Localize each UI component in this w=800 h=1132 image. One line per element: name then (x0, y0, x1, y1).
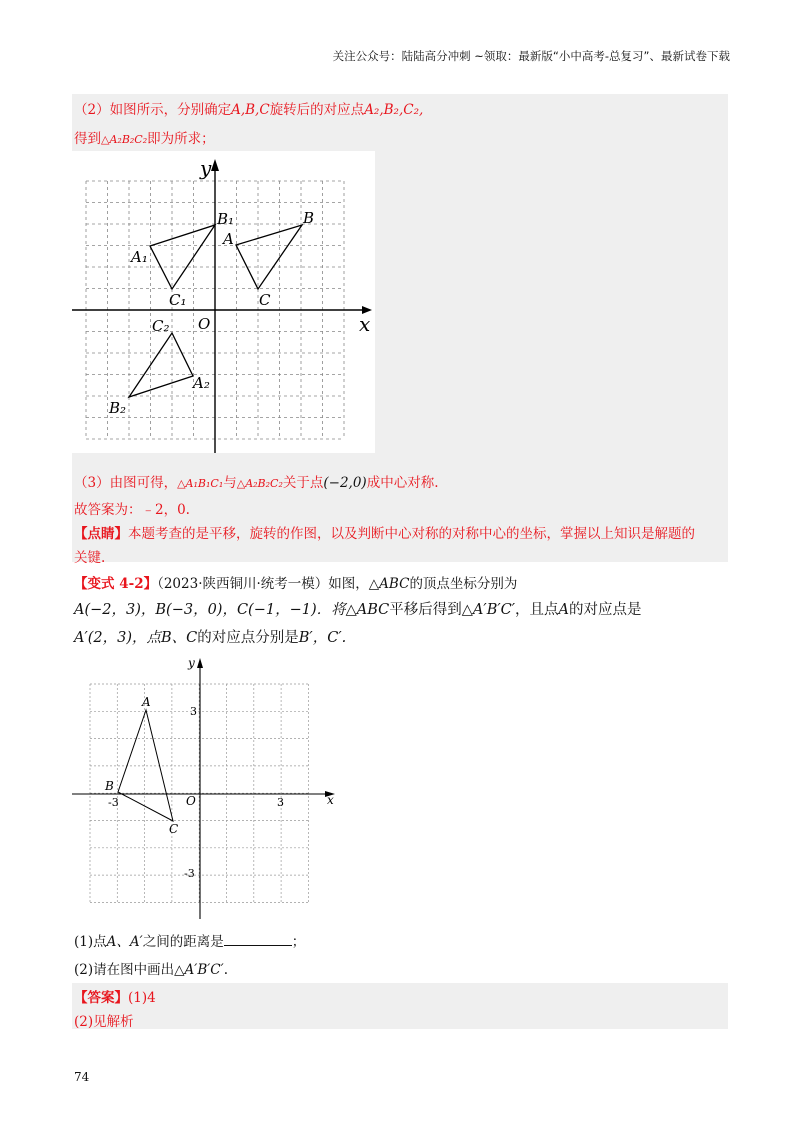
answer-background (72, 983, 728, 1029)
label-A: A (223, 230, 234, 248)
label-C1: C₁ (169, 291, 187, 309)
tick-x-pos: 3 (277, 796, 284, 809)
variant-line3: A′(2，3)，点B、C的对应点分别是B′，C′. (74, 630, 347, 646)
part2-line2: 得到△A₂B₂C₂即为所求； (74, 131, 215, 147)
x-axis-label: x (359, 312, 371, 336)
variant-line2: A(−2，3)，B(−3，0)，C(−1，−1)．将△ABC平移后得到△A′B′C′，且点A的对应点是 (74, 602, 642, 618)
comment-line1: 【点睛】本题考查的是平移，旋转的作图，以及判断中心对称的对称中心的坐标，掌握以上知识是解题的 (74, 526, 695, 542)
grid (90, 684, 308, 902)
question-1: (1)点A、A′之间的距离是 ； (74, 934, 306, 950)
x-axis-label: x (327, 793, 334, 807)
label-B2: B₂ (109, 399, 127, 417)
page-number: 74 (74, 1070, 90, 1084)
part2-line1: （2）如图所示，分别确定A,B,C旋转后的对应点A₂,B₂,C₂, (74, 102, 424, 118)
answer-line1: 【答案】(1)4 (74, 990, 156, 1006)
answer-line: 故答案为：﹣2，0. (74, 502, 190, 518)
question-2: (2)请在图中画出△A′B′C′. (74, 962, 228, 978)
variant-line1: 【变式 4-2】（2023·陕西铜川·统考一模）如图，△ABC的顶点坐标分别为 (74, 576, 518, 592)
label-B: B (105, 779, 114, 793)
label-A: A (142, 695, 151, 709)
y-axis-arrow-icon (197, 658, 203, 668)
answer-blank[interactable] (224, 933, 292, 946)
comment-line2: 关键. (74, 550, 106, 566)
origin-label: O (186, 794, 196, 808)
triangle-ABC (118, 710, 173, 821)
label-B1: B₁ (217, 210, 235, 228)
tick-y-pos: 3 (190, 705, 197, 718)
label-C2: C₂ (152, 317, 170, 335)
origin-label: O (198, 315, 211, 333)
rotation-figure (72, 151, 375, 453)
tick-x-neg: -3 (108, 796, 119, 809)
part3-line: （3）由图可得，△A₁B₁C₁与△A₂B₂C₂关于点(−2,0)成中心对称. (74, 475, 439, 491)
label-A1: A₁ (131, 248, 148, 266)
y-axis-label: y (188, 656, 195, 670)
page-header: 关注公众号：陆陆高分冲刺 ~领取：最新版“小中高考-总复习”、最新试卷下载 (332, 49, 730, 63)
label-C: C (169, 822, 179, 836)
tick-y-neg: -3 (184, 867, 195, 880)
label-C: C (259, 291, 271, 309)
label-A2: A₂ (193, 374, 210, 392)
triangle-figure (72, 654, 342, 924)
answer-line2: (2)见解析 (74, 1014, 134, 1030)
y-axis-label: y (200, 156, 212, 180)
label-B: B (303, 209, 315, 227)
